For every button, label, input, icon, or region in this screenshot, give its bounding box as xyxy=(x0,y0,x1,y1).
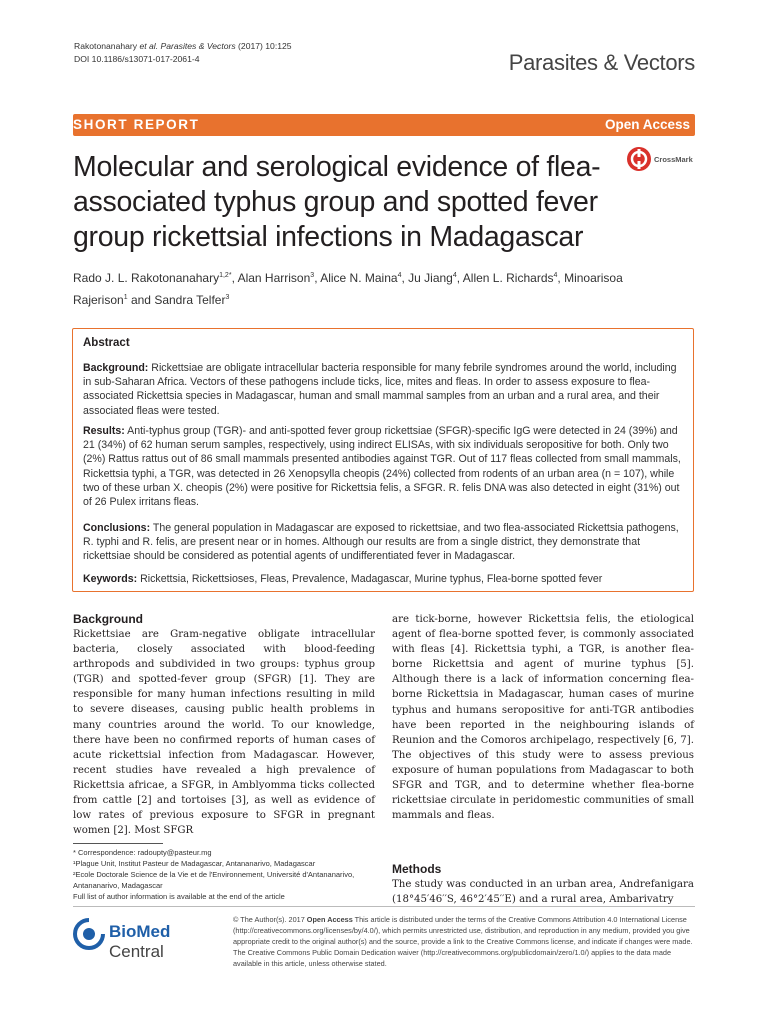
author-name[interactable]: Ju Jiang xyxy=(408,271,453,285)
citation-line xyxy=(74,40,292,53)
methods-heading: Methods xyxy=(392,862,442,876)
journal-name: Parasites & Vectors xyxy=(508,50,695,75)
abstract-background-text: Rickettsiae are obligate intracellular bacteria responsible for many febrile syndromes around the world, including in sub-Saharan Africa. Vectors of these pathogens include ticks, lice, mites and fleas. In order to assess exposure to flea-associated Rickettsia species in Madagascar, human and small mammal samples from an urban and a rural area, and their associated fleas were tested. xyxy=(83,362,677,417)
citation-volume: (2017) 10:125 xyxy=(238,41,292,51)
author-list: Rado J. L. Rakotonanahary$^{1,2*}$, Alan Harrison$^3$, Alice N. Maina$^4$, Ju Jiang$^4$, Allen L. Richards$^4$, Minoarisoa Rajerison$^1$ and Sandra Telfer$^3$ xyxy=(73,271,623,307)
biomed-central-logo-icon xyxy=(73,918,105,950)
abstract-results-text: Anti-typhus group (TGR)- and anti-spotted fever group rickettsiae (SFGR)-specific IgG were detected in 24 (39%) and 21 (34%) of 62 human serum samples, respectively, using indirect ELISAs, with six individuals seropositive for both. Only two (2%) Rattus rattus out of 86 small mammals presented antibodies against TGR. Out of 117 fleas collected from small mammals, Rickettsia typhi, a TGR, was detected in 26 Xenopsylla cheopis (24%) collected from rodents of an urban area (n = 107), while two of these urban X. cheopis (2%) were positive for Rickettsia felis, a SFGR. R. felis DNA was also detected in eight (31%) out of 26 Pulex irritans fleas. xyxy=(83,425,681,509)
crossmark-badge[interactable] xyxy=(626,144,698,174)
abstract-keywords xyxy=(83,572,683,586)
author-affiliation-marker: 3 xyxy=(310,272,315,279)
abstract-results-label: Results: xyxy=(83,425,125,437)
biomed-central-logo[interactable] xyxy=(73,918,223,961)
author-name[interactable]: Sandra Telfer xyxy=(154,293,226,307)
author-name[interactable]: Minoarisoa Rajerison xyxy=(73,271,623,307)
abstract-results xyxy=(83,424,683,509)
author-affiliation-marker: 3 xyxy=(225,294,230,301)
author-name[interactable]: Allen L. Richards xyxy=(462,271,554,285)
background-paragraph-continued: are tick-borne, however Rickettsia felis, the etiological agent of flea-borne spotted fever, is commonly associated with fleas [4]. Rickettsia typhi, a TGR, is another flea-borne Rickettsia and agent of murine typhus [5]. Although there is a lack of information concerning flea-borne Rickettsia in Madagascar, human cases of murine typhus and humans seropositive for anti-TGR antibodies have been reported in the neighbouring islands of Reunion and the Comoros archipelago, respectively [6, 7]. The objectives of this study were to assess previous exposure of human populations from Madagascar to both SFGR and TGR, and to determine whether flea-borne rickettsiae circulate in peridomestic communities of small mammals and fleas. xyxy=(392,614,694,822)
author-affiliation-marker: 4 xyxy=(397,272,402,279)
citation-author: Rakotonanahary xyxy=(74,41,138,51)
author-affiliation-marker: 1,2* xyxy=(219,272,232,279)
abstract-background-label: Background: xyxy=(83,362,149,374)
methods-section xyxy=(392,862,694,907)
logo-rest-text: Central xyxy=(109,942,164,961)
affiliation-1: ¹Plague Unit, Institut Pasteur de Madagascar, Antananarivo, Madagascar xyxy=(73,859,316,868)
right-column xyxy=(392,612,694,823)
abstract-conclusions xyxy=(83,521,683,564)
footnotes xyxy=(73,847,378,902)
article-type-banner xyxy=(73,114,695,136)
open-access-label: Open Access xyxy=(604,117,690,132)
methods-paragraph: The study was conducted in an urban area, Andrefanigara (18°45′46′′S, 46°2′45′′E) and a rural area, Ambarivatry xyxy=(392,879,694,906)
license-open-access: Open Access xyxy=(306,915,353,924)
left-column xyxy=(73,612,375,838)
background-paragraph: Rickettsiae are Gram-negative obligate intracellular bacteria, closely associated with blood-feeding arthropods and subdivided in two groups: typhus group (TGR) and spotted-fever group (SFGR) [1]. They are responsible for many human infections resulting in mild to severe diseases, causing public health problems in many countries around the world. To our knowledge, there have been no confirmed reports of human cases of acute rickettsial infection from Madagascar. However, recent studies have revealed a high prevalence of Rickettsia africae, a SFGR, in Amblyomma ticks collected from cattle [2] and tortoises [3], as well as evidence of low rates of previous exposure to SFGR in pregnant women [2]. Most SFGR xyxy=(73,629,375,837)
doi[interactable]: DOI 10.1186/s13071-017-2061-4 xyxy=(74,54,200,64)
license-copyright: © The Author(s). 2017 xyxy=(233,915,307,924)
author-affiliation-marker: 4 xyxy=(553,272,558,279)
abstract-conclusions-text: The general population in Madagascar are exposed to rickettsiae, and two flea-associated Rickettsia pathogens, R. typhi and R. felis, are present near or in homes. Although our results are from a single district, they demonstrate that rickettsiae should be considered as potential agents of undifferentiated fever in Madagascar. xyxy=(83,522,679,563)
author-name[interactable]: Alan Harrison xyxy=(237,271,311,285)
citation-journal: Parasites & Vectors xyxy=(160,41,236,51)
citation xyxy=(74,40,292,66)
author-name[interactable]: Alice N. Maina xyxy=(320,271,398,285)
article-title: Molecular and serological evidence of flea-associated typhus group and spotted fever group rickettsial infections in Madagascar xyxy=(73,151,601,253)
license-terms: This article is distributed under the terms of the Creative Commons Attribution 4.0 International License (http://creativecommons.org/licenses/by/4.0/), which permits unrestricted use, distribution, and reproduction in any medium, provided you give appropriate credit to the original author(s) and the source, provide a link to the Creative Commons license, and indicate if changes were made. The Creative Commons Public Domain Dedication waiver (http://creativecommons.org/publicdomain/zero/1.0/) applies to the data made available in this article, unless otherwise stated. xyxy=(233,915,693,968)
license-divider xyxy=(73,906,695,907)
keywords-text: Rickettsia, Rickettsioses, Fleas, Prevalence, Madagascar, Murine typhus, Flea-borne spotted fever xyxy=(137,573,603,585)
crossmark-icon xyxy=(626,146,652,172)
license-text xyxy=(233,914,695,969)
article-type: SHORT REPORT xyxy=(73,117,200,132)
citation-etal: et al. xyxy=(139,41,159,51)
author-info-note: Full list of author information is available at the end of the article xyxy=(73,892,285,901)
affiliation-2: ²Ecole Doctorale Science de la Vie et de l'Environnement, Université d'Antananarivo, Antananarivo, Madagascar xyxy=(73,870,355,890)
footnote-divider xyxy=(73,843,163,844)
background-heading: Background xyxy=(73,612,144,626)
logo-bold-text: BioMed xyxy=(109,922,171,941)
crossmark-label: CrossMark xyxy=(654,155,693,164)
author-affiliation-marker: 1 xyxy=(123,294,128,301)
biomed-central-wordmark xyxy=(109,922,223,962)
correspondence-note[interactable]: * Correspondence: radoupty@pasteur.mg xyxy=(73,848,212,857)
abstract-conclusions-label: Conclusions: xyxy=(83,522,151,534)
abstract-heading: Abstract xyxy=(83,337,130,349)
author-affiliation-marker: 4 xyxy=(452,272,457,279)
keywords-label: Keywords: xyxy=(83,573,138,585)
abstract-background xyxy=(83,361,683,418)
abstract-box xyxy=(72,328,694,592)
author-name[interactable]: Rado J. L. Rakotonanahary xyxy=(73,271,220,285)
